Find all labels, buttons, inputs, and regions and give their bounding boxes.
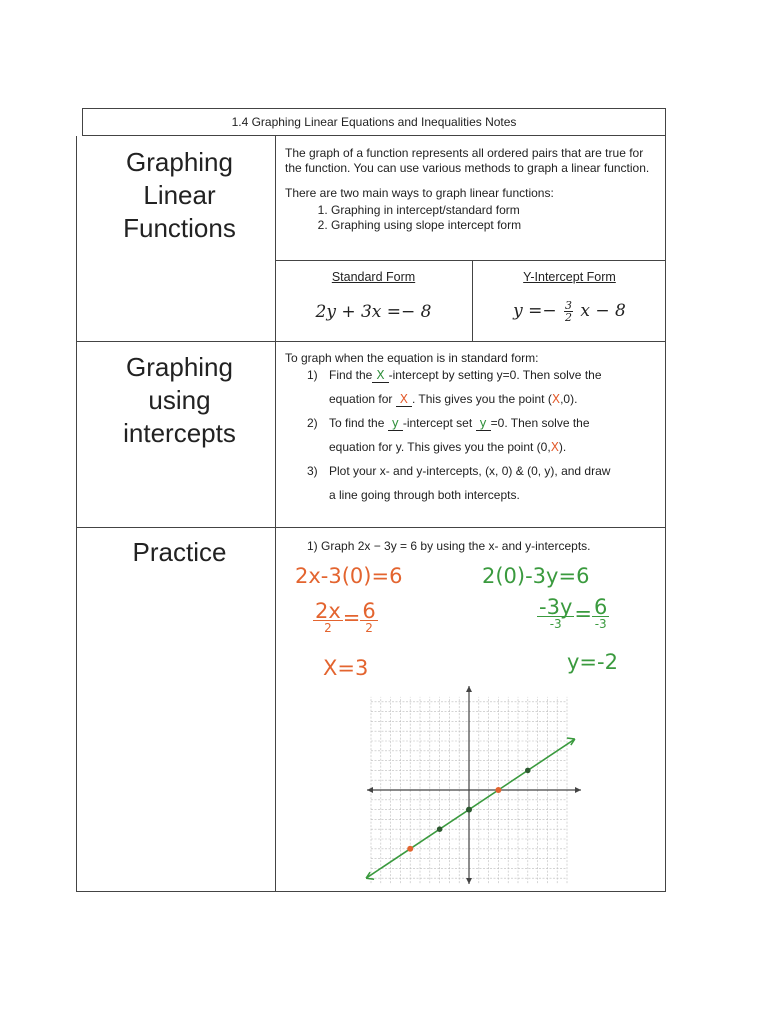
step-text: -intercept by setting y=0. Then solve the (388, 368, 602, 382)
step-1 (285, 363, 665, 411)
x-axis-arrow-left (367, 787, 373, 793)
filled-blank: X (550, 440, 559, 454)
step-number: 1) (307, 368, 318, 382)
hw-fraction (313, 599, 343, 635)
orange-work-line1: 2x-3(0)=6 (295, 564, 403, 588)
step-text: equation for y. This gives you the point (0, (329, 440, 551, 454)
step-text: equation for (329, 392, 393, 406)
paragraph: The graph of a function represents all ordered pairs that are true for the function. You can use various methods to graph a linear function. (285, 146, 650, 175)
filled-blank: y (388, 416, 403, 431)
step-text: . This gives you the point ( (411, 392, 552, 406)
problem-number: 1) (307, 539, 318, 553)
filled-blank: X (372, 368, 388, 383)
title-line: Linear (143, 180, 216, 210)
frac-den: 2 (324, 621, 332, 635)
step-text: ). (558, 440, 567, 454)
problem-text: Graph 2x − 3y = 6 by using the x- and y-intercepts. (321, 539, 591, 553)
row-divider-2 (77, 527, 666, 528)
step-2 (285, 411, 665, 459)
step-number: 2) (307, 416, 318, 430)
intercept-steps (285, 363, 665, 507)
frac-num: 2x (315, 599, 341, 623)
title-line: intercepts (123, 418, 236, 448)
frac-den: -3 (594, 617, 607, 631)
section-title-intercepts (87, 351, 272, 450)
frac-num: 6 (593, 595, 608, 619)
title-line: using (148, 385, 211, 415)
frac-den: -3 (549, 617, 562, 631)
filled-blank: y (476, 416, 491, 431)
y-axis-arrow-down (466, 878, 472, 884)
page-title (82, 108, 666, 136)
green-work-line3: y=-2 (567, 650, 618, 674)
intercepts-intro: To graph when the equation is in standard form: (285, 351, 539, 365)
step-3 (285, 459, 665, 507)
frac-den: 2 (365, 621, 373, 635)
list-item: 1. Graphing in intercept/standard form (331, 203, 660, 218)
frac-den: 2 (565, 311, 573, 324)
x-intercept-point (495, 787, 501, 793)
eq-part: y =− (513, 301, 557, 321)
eq-part: x − 8 (580, 301, 626, 321)
x-axis-arrow-right (575, 787, 581, 793)
y-axis-arrow-up (466, 686, 472, 692)
title-line: Graphing (126, 147, 233, 177)
plotted-point (437, 826, 443, 832)
title-line: Graphing (126, 352, 233, 382)
filled-blank: X (396, 392, 412, 407)
plotted-point (407, 846, 413, 852)
coordinate-graph (359, 682, 589, 888)
row-divider-1 (77, 341, 666, 342)
y-intercept-equation (473, 300, 666, 323)
title-text: 1.4 Graphing Linear Equations and Inequalities Notes (231, 115, 517, 129)
equals: = (574, 601, 592, 626)
hw-fraction (592, 595, 609, 631)
practice-problem (307, 539, 667, 554)
step-text: To find the (329, 416, 385, 430)
y-intercept-point (466, 807, 472, 813)
equals: = (342, 605, 361, 630)
green-work-line2 (537, 595, 609, 631)
green-work-line1: 2(0)-3y=6 (482, 564, 590, 588)
step-text: Plot your x- and y-intercepts, (x, 0) & (0, y), and draw (329, 464, 611, 478)
frac-num: -3y (539, 595, 573, 619)
orange-work-line2 (313, 599, 378, 635)
y-intercept-form-label: Y-Intercept Form (523, 270, 616, 284)
plotted-point (525, 768, 531, 774)
formula-box-top (275, 260, 666, 261)
section-title-functions (87, 146, 272, 245)
section-title-practice: Practice (132, 537, 227, 567)
frac-num: 6 (362, 599, 376, 623)
orange-work-line3: X=3 (323, 656, 369, 680)
paragraph: There are two main ways to graph linear functions: (285, 186, 554, 200)
hw-fraction (537, 595, 574, 631)
step-number: 3) (307, 464, 318, 478)
step-text: a line going through both intercepts. (329, 488, 520, 502)
standard-form-label: Standard Form (331, 270, 416, 284)
standard-form-equation: 2y + 3x =− 8 (315, 302, 432, 322)
fraction (564, 300, 573, 323)
title-line: Functions (123, 213, 236, 243)
step-text: -intercept set (402, 416, 473, 430)
notes-table (76, 136, 666, 892)
functions-description (285, 146, 660, 233)
filled-blank: X (551, 392, 561, 406)
frac-num: 3 (565, 299, 573, 312)
step-text: =0. Then solve the (490, 416, 590, 430)
methods-list (285, 203, 660, 233)
column-divider (275, 136, 276, 891)
step-text: ,0). (560, 392, 578, 406)
hw-fraction (360, 599, 377, 635)
step-text: Find the (329, 368, 373, 382)
list-item: 2. Graphing using slope intercept form (331, 218, 660, 233)
